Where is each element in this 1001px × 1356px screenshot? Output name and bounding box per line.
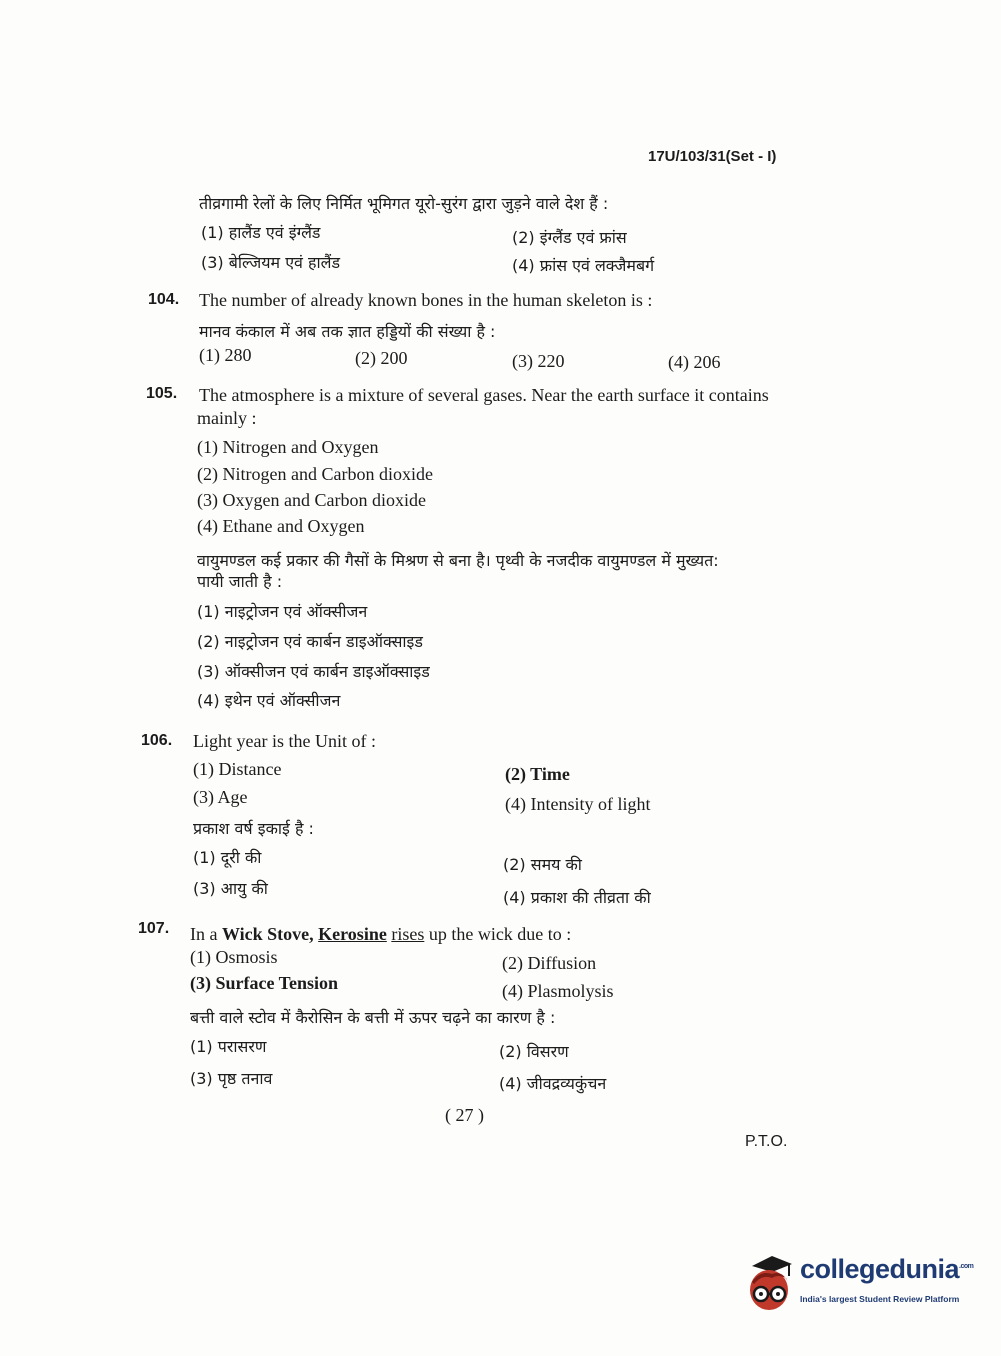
q107-option-en-4: (4) Plasmolysis (502, 981, 614, 1001)
q103-option-1: (1) हालैंड एवं इंग्लैंड (201, 223, 321, 242)
q105-option-hi-1: (1) नाइट्रोजन एवं ऑक्सीजन (197, 602, 368, 621)
q105-option-hi-4: (4) इथेन एवं ऑक्सीजन (197, 691, 341, 710)
q107-option-en-3: (3) Surface Tension (190, 973, 339, 993)
q103-option-4: (4) फ्रांस एवं लक्जैमबर्ग (512, 256, 655, 275)
q103-option-2: (2) इंग्लैंड एवं फ्रांस (512, 228, 627, 247)
q105-question-hindi-line1: वायुमण्डल कई प्रकार की गैसों के मिश्रण से बना है। पृथ्वी के नजदीक वायुमण्डल में मुख्यत: (197, 551, 719, 570)
q106-option-hi-2: (2) समय की (503, 855, 582, 874)
q106-option-en-2: (2) Time (505, 764, 570, 784)
q105-option-en-2: (2) Nitrogen and Carbon dioxide (197, 464, 433, 484)
brand-name: collegedunia$^{.com}$ (800, 1254, 974, 1284)
q107-question-prefix: In a (190, 924, 218, 944)
collegedunia-logo[interactable] (742, 1252, 972, 1318)
q104-option-2: (2) 200 (355, 348, 408, 368)
q104-question-english: The number of already known bones in the human skeleton is : (199, 290, 653, 310)
q104-option-3: (3) 220 (512, 351, 565, 371)
q106-option-en-3: (3) Age (193, 787, 248, 807)
q107-option-hi-1: (1) परासरण (190, 1037, 267, 1056)
q107-question-suffix: up the wick due to : (428, 924, 572, 944)
q105-option-en-1: (1) Nitrogen and Oxygen (197, 437, 379, 457)
q105-question-english-line1: The atmosphere is a mixture of several gases. Near the earth surface it contains (199, 385, 769, 405)
q105-option-hi-3: (3) ऑक्सीजन एवं कार्बन डाइऑक्साइड (197, 662, 430, 681)
q105-number: 105. (146, 385, 178, 402)
brand-tagline: India's largest Student Review Platform (800, 1294, 960, 1304)
q104-question-hindi: मानव कंकाल में अब तक ज्ञात हड्डियों की संख्या है : (199, 322, 496, 341)
q106-option-hi-4: (4) प्रकाश की तीव्रता की (503, 888, 651, 907)
q104-option-1: (1) 280 (199, 345, 252, 365)
q107-option-en-1: (1) Osmosis (190, 947, 278, 967)
q105-option-en-3: (3) Oxygen and Carbon dioxide (197, 490, 426, 510)
q107-question-english (190, 924, 571, 945)
mascot-icon (742, 1252, 798, 1314)
q105-question-hindi-line2: पायी जाती है : (197, 572, 283, 591)
q107-question-rises: rises (391, 924, 425, 944)
q107-option-en-2: (2) Diffusion (502, 953, 597, 973)
q107-option-hi-2: (2) विसरण (499, 1042, 569, 1061)
paper-code: 17U/103/31(Set - I) (648, 148, 777, 165)
q106-option-hi-3: (3) आयु की (193, 879, 268, 898)
q105-question-english-line2: mainly : (197, 408, 257, 428)
q106-number: 106. (141, 732, 173, 749)
q106-question-english: Light year is the Unit of : (193, 731, 376, 751)
q106-option-hi-1: (1) दूरी की (193, 848, 262, 867)
q103-option-3: (3) बेल्जियम एवं हालैंड (201, 253, 341, 272)
q106-option-en-1: (1) Distance (193, 759, 282, 779)
q105-option-en-4: (4) Ethane and Oxygen (197, 516, 365, 536)
pto-label: P.T.O. (745, 1133, 788, 1150)
q107-question-kerosine: Kerosine (318, 924, 387, 944)
q106-option-en-4: (4) Intensity of light (505, 794, 651, 814)
page-number: ( 27 ) (445, 1105, 484, 1125)
q107-question-stove: Wick Stove, (221, 924, 314, 944)
q104-number: 104. (148, 291, 180, 308)
q107-option-hi-3: (3) पृष्ठ तनाव (190, 1069, 273, 1088)
q103-question-hindi: तीव्रगामी रेलों के लिए निर्मित भूमिगत यूरो-सुरंग द्वारा जुड़ने वाले देश हैं : (199, 194, 609, 213)
q104-option-4: (4) 206 (668, 352, 721, 372)
q107-question-hindi: बत्ती वाले स्टोव में कैरोसिन के बत्ती में ऊपर चढ़ने का कारण है : (190, 1008, 556, 1027)
q107-number: 107. (138, 920, 170, 937)
q107-option-hi-4: (4) जीवद्रव्यकुंचन (499, 1074, 607, 1093)
q106-question-hindi: प्रकाश वर्ष इकाई है : (193, 819, 314, 838)
q105-option-hi-2: (2) नाइट्रोजन एवं कार्बन डाइऑक्साइड (197, 632, 423, 651)
